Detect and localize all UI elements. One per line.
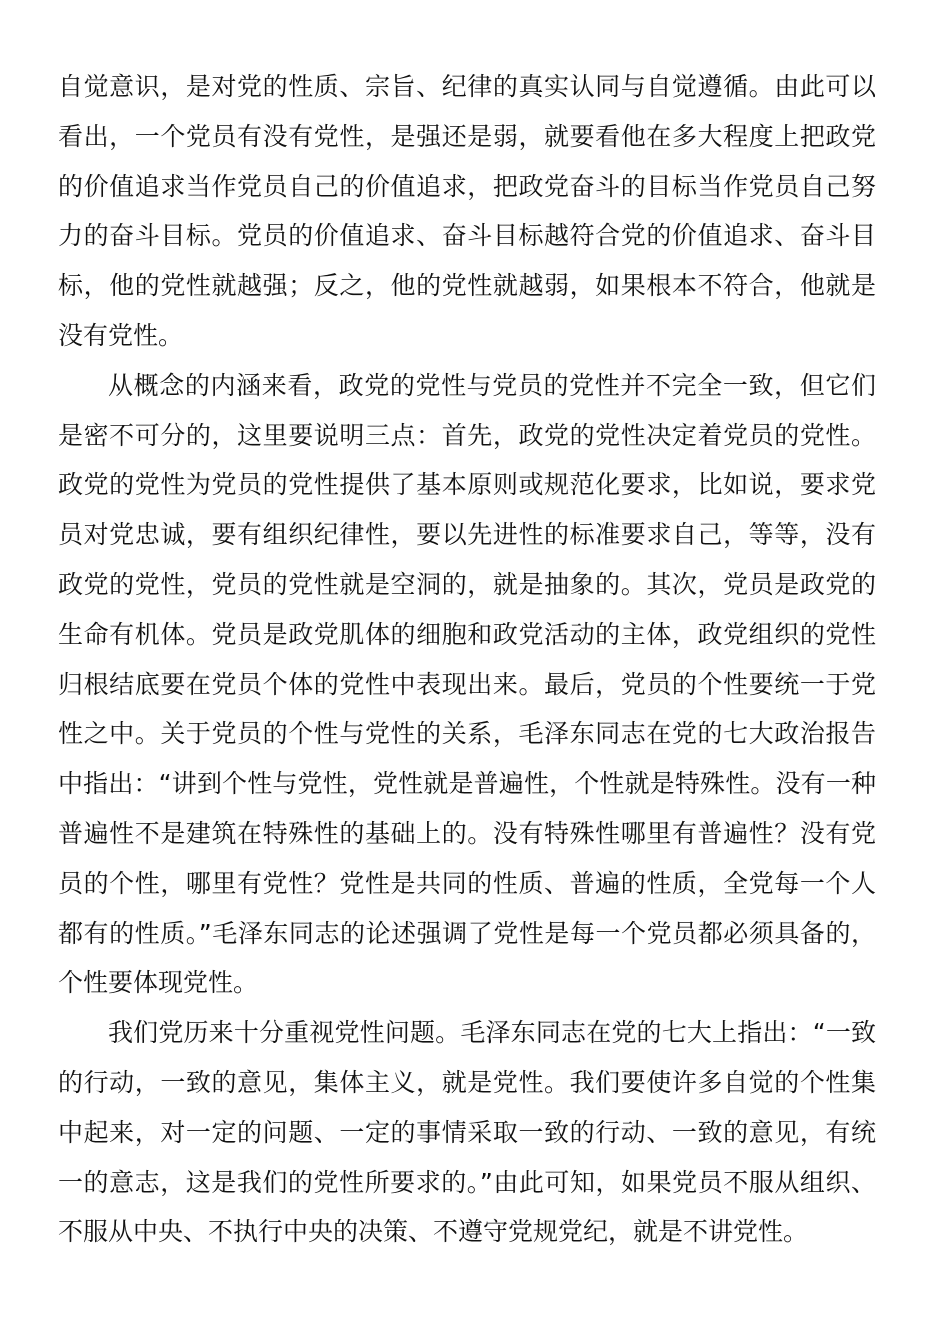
paragraph-1: 自觉意识，是对党的性质、宗旨、纪律的真实认同与自觉遵循。由此可以看出，一个党员有没有党性，是强还是弱，就要看他在多大程度上把政党的价值追求当作党员自己的价值追求，把政党奋斗的目标当作党员自己努力的奋斗目标。党员的价值追求、奋斗目标越符合党的价值追求、奋斗目标，他的党性就越强；反之，他的党性就越弱，如果根本不符合，他就是没有党性。 xyxy=(58,72,876,350)
paragraph-2: 从概念的内涵来看，政党的党性与党员的党性并不完全一致，但它们是密不可分的，这里要说明三点：首先，政党的党性决定着党员的党性。政党的党性为党员的党性提供了基本原则或规范化要求，比如说，要求党员对党忠诚，要有组织纪律性，要以先进性的标准要求自己，等等，没有政党的党性，党员的党性就是空洞的，就是抽象的。其次，党员是政党的生命有机体。党员是政党肌体的细胞和政党活动的主体，政党组织的党性归根结底要在党员个体的党性中表现出来。最后，党员的个性要统一于党性之中。关于党员的个性与党性的关系，毛泽东同志在党的七大政治报告中指出：“讲到个性与党性，党性就是普遍性，个性就是特殊性。没有一种普遍性不是建筑在特殊性的基础上的。没有特殊性哪里有普遍性？没有党员的个性，哪里有党性？党性是共同的性质、普遍的性质，全党每一个人都有的性质。”毛泽东同志的论述强调了党性是每一个党员都必须具备的，个性要体现党性。 xyxy=(58,370,876,998)
body-text xyxy=(58,62,876,1257)
paragraph-3: 我们党历来十分重视党性问题。毛泽东同志在党的七大上指出：“一致的行动，一致的意见，集体主义，就是党性。我们要使许多自觉的个性集中起来，对一定的问题、一定的事情采取一致的行动、一致的意见，有统一的意志，这是我们的党性所要求的。”由此可知，如果党员不服从组织、不服从中央、不执行中央的决策、不遵守党规党纪，就是不讲党性。 xyxy=(58,1018,876,1247)
